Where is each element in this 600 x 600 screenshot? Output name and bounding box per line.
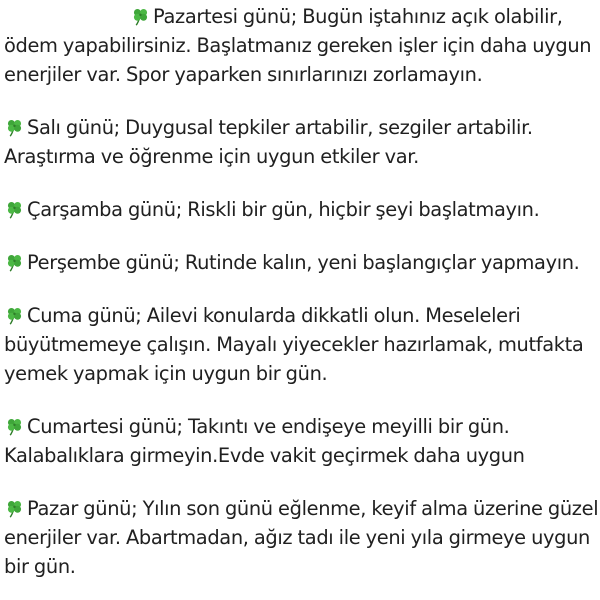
paragraph-thursday xyxy=(4,248,600,277)
day-text: Perşembe günü; Rutinde kalın, yeni başlangıçlar yapmayın. xyxy=(27,251,580,274)
four-leaf-clover-icon xyxy=(4,116,25,137)
paragraph-wednesday xyxy=(4,195,600,224)
paragraph-friday xyxy=(4,301,600,388)
paragraph-sunday xyxy=(4,494,600,581)
paragraph-saturday xyxy=(4,412,600,470)
four-leaf-clover-icon xyxy=(4,497,25,518)
day-text: Cumartesi günü; Takıntı ve endişeye meyilli bir gün. Kalabalıklara girmeyin.Evde vakit geçirmek daha uygun xyxy=(4,415,525,467)
paragraph-monday xyxy=(4,2,600,89)
four-leaf-clover-icon xyxy=(4,415,25,436)
day-text: Çarşamba günü; Riskli bir gün, hiçbir şeyi başlatmayın. xyxy=(27,198,540,221)
four-leaf-clover-icon xyxy=(4,251,25,272)
day-text: Pazar günü; Yılın son günü eğlenme, keyif alma üzerine güzel enerjiler var. Abartmadan, ağız tadı ile yeni yıla girmeye uygun bir gün. xyxy=(4,497,599,578)
day-text: Pazartesi günü; Bugün iştahınız açık olabilir, ödem yapabilirsiniz. Başlatmanız gereken işler için daha uygun enerjiler var. Spor yaparken sınırlarınızı zorlamayın. xyxy=(4,5,592,86)
day-text: Salı günü; Duygusal tepkiler artabilir, sezgiler artabilir. Araştırma ve öğrenme için uygun etkiler var. xyxy=(4,116,533,168)
day-text: Cuma günü; Ailevi konularda dikkatli olun. Meseleleri büyütmemeye çalışın. Mayalı yiyecekler hazırlamak, mutfakta yemek yapmak için uygun bir gün. xyxy=(4,304,584,385)
four-leaf-clover-icon xyxy=(4,198,25,219)
four-leaf-clover-icon xyxy=(130,5,151,26)
paragraph-tuesday xyxy=(4,113,600,171)
message-body xyxy=(0,2,600,600)
four-leaf-clover-icon xyxy=(4,304,25,325)
